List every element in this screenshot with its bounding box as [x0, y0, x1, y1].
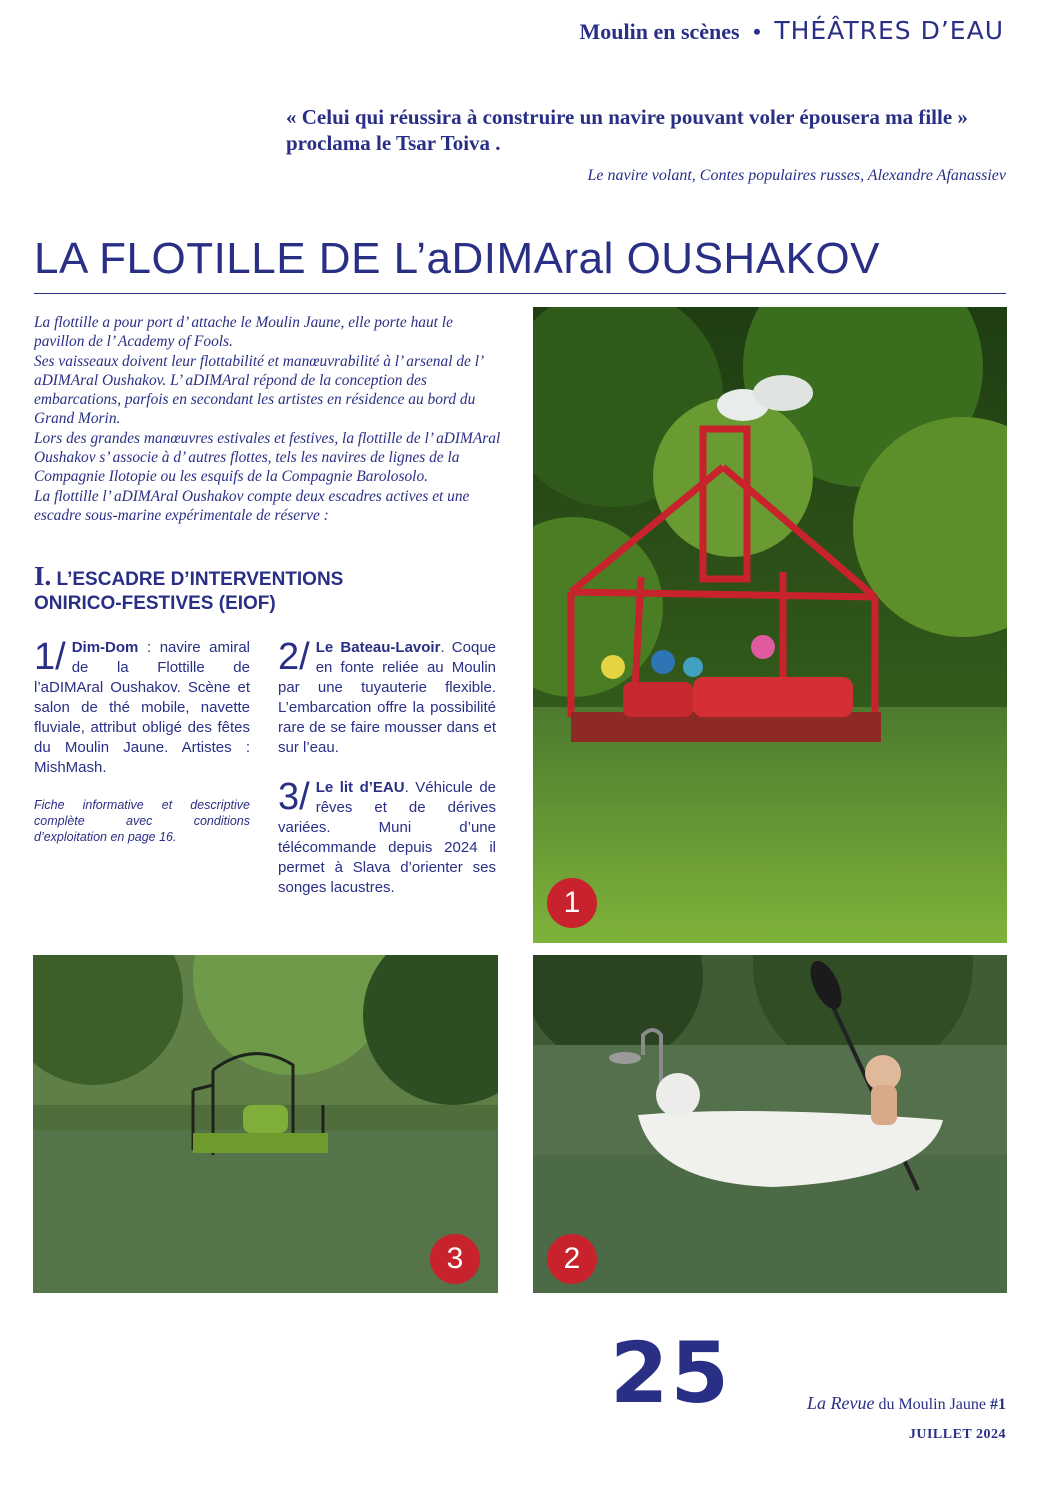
fleet-item-dim-dom [34, 638, 250, 778]
item-name: Le lit d’EAU [315, 779, 405, 796]
fleet-item-lit-d-eau [278, 778, 496, 898]
item-description: . Véhicule de rêves et de dérives variées. Muni d’une télécommande depuis 2024 il permet à Slava d’orienter ses songes lacustres. [278, 779, 496, 896]
intro-paragraph: La flottille l’ aDIMAral Oushakov compte deux escadres actives et une escadre sous-marine expérimentale de réserve : [34, 487, 470, 524]
info-note: Fiche informative et descriptive complète avec conditions d’exploitation en page 16. [34, 798, 250, 844]
intro-paragraph: Lors des grandes manœuvres estivales et festives, la flottille de l’ aDIMAral Oushakov s’ associe à d’ autres flottes, tels les navires de lignes de la Compagnie Ilotopie ou les esquifs de la Compagnie Barolosolo. [34, 429, 501, 486]
item-description: . Coque en fonte reliée au Moulin par une tuyauterie flexible. L’embarcation offre la possibilité rare de se faire mousser dans et sur l’eau. [278, 639, 496, 756]
item-number: 2/ [278, 636, 310, 678]
bathtub-boat-illustration [533, 955, 1007, 1293]
issue-number: #1 [990, 1396, 1006, 1413]
photo-badge-2: 2 [547, 1234, 597, 1284]
subheading-line-2: ONIRICO-FESTIVES (EIOF) [34, 593, 276, 614]
photo-bateau-lavoir [533, 955, 1007, 1293]
item-number: 1/ [34, 636, 66, 678]
revue-script-label: La Revue [806, 1393, 875, 1413]
subheading-numeral: I. [34, 561, 52, 591]
bullet-separator: • [753, 19, 761, 44]
fleet-item-bateau-lavoir [278, 638, 496, 758]
title-underline [34, 293, 1006, 294]
epigraph-source: Le navire volant, Contes populaires russes, Alexandre Afanassiev [587, 167, 1006, 184]
section-subheading [34, 561, 454, 616]
subheading-line-1: L’ESCADRE D’INTERVENTIONS [56, 569, 344, 590]
intro-paragraph: La flottille a pour port d’ attache le Moulin Jaune, elle porte haut le pavillon de l’ Academy of Fools. [34, 314, 453, 351]
page-number: 25 [610, 1324, 731, 1422]
brand-label: THÉÂTRES D’EAU [774, 16, 1004, 45]
photo-dim-dom-house [533, 307, 1007, 943]
photo-lit-d-eau [33, 955, 498, 1293]
intro-paragraph: Ses vaisseaux doivent leur flottabilité et manœuvrabilité à l’ arsenal de l’ aDIMAral Oushakov. L’ aDIMAral répond de la conception des embarcations, parfois en secondant les artistes en résidence au bord du Grand Morin. [34, 352, 483, 428]
section-label: Moulin en scènes [579, 19, 740, 44]
photo-badge-3: 3 [430, 1234, 480, 1284]
item-name: Le Bateau-Lavoir [315, 639, 441, 656]
item-number: 3/ [278, 776, 310, 818]
bed-on-water-illustration [33, 955, 498, 1293]
house-boat-illustration [533, 307, 1007, 943]
page-title: LA FLOTILLE DE L’aDIMAral OUSHAKOV [34, 234, 880, 283]
revue-label: du Moulin Jaune [874, 1396, 990, 1413]
item-description: : navire amiral de la Flottille de l’aDIMAral Oushakov. Scène et salon de thé mobile, navette fluviale, attribut obligé des fêtes du Moulin Jaune. Artistes : MishMash. [34, 639, 250, 776]
item-name: Dim-Dom [71, 639, 139, 656]
publication-date: JUILLET 2024 [908, 1427, 1006, 1442]
epigraph-quote: « Celui qui réussira à construire un navire pouvant voler épousera ma fille » proclama le Tsar Toiva . [286, 105, 968, 155]
section-header [579, 16, 1004, 45]
publication-name [807, 1393, 1006, 1414]
intro-text [34, 313, 502, 525]
photo-badge-1: 1 [547, 878, 597, 928]
